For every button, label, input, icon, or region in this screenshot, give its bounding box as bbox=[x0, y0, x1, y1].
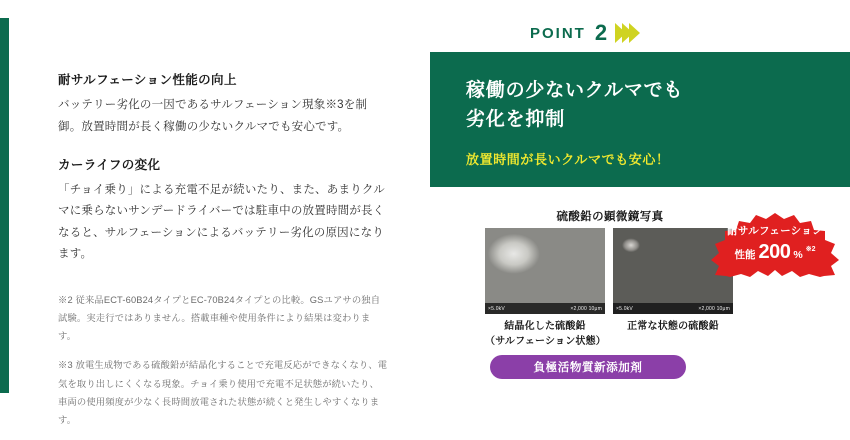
scalebar-left-label: ×5.0kV bbox=[616, 305, 633, 312]
micrograph-caption bbox=[613, 320, 733, 335]
caption-line-2: （サルフェーション状態） bbox=[485, 335, 606, 347]
section-title-2: カーライフの変化 bbox=[58, 157, 161, 172]
performance-burst-badge bbox=[704, 213, 846, 277]
scalebar-right-label: ×2,000 10μm bbox=[698, 305, 730, 312]
additive-badge-label: 負極活物質新添加剤 bbox=[533, 362, 643, 374]
headline-text bbox=[466, 76, 683, 135]
section-spacer bbox=[58, 138, 388, 157]
micrograph-scalebar bbox=[485, 303, 605, 314]
additive-badge bbox=[490, 355, 686, 379]
point-number: 2 bbox=[594, 20, 608, 45]
caption-line-1: 結晶化した硫酸鉛 bbox=[504, 321, 586, 332]
green-accent-bar bbox=[0, 18, 9, 393]
headline-panel bbox=[430, 52, 850, 187]
chevron-right-icon bbox=[629, 23, 640, 43]
footnote-3: ※3 放電生成物である硫酸鉛が結晶化することで充電反応ができなくなり、電気を取り出しにくくなる現象。チョイ乗り使用で充電不足状態が続いたり、車両の使用頻度が少なく長時間放電された状態が続くと発生しやすくなります。 bbox=[58, 360, 388, 425]
section-body-1: バッテリー劣化の一因であるサルフェーション現象※3を制御。放置時間が長く稼働の少ないクルマでも安心です。 bbox=[58, 99, 368, 133]
micrograph-caption bbox=[485, 320, 605, 349]
scalebar-left-label: ×5.0kV bbox=[488, 305, 505, 312]
micrograph-scalebar bbox=[613, 303, 733, 314]
footnotes bbox=[58, 291, 388, 429]
caption-line-1: 正常な状態の硫酸鉛 bbox=[627, 321, 719, 332]
burst-label: 性能 bbox=[734, 248, 756, 261]
chevron-group-icon bbox=[619, 23, 640, 43]
burst-footnote-marker: ※2 bbox=[805, 245, 816, 253]
micrograph-item bbox=[485, 228, 605, 349]
micrograph-photos bbox=[485, 228, 733, 349]
burst-number: 200 bbox=[758, 240, 791, 263]
section-body-2: 「チョイ乗り」による充電不足が続いたり、また、あまりクルマに乗らないサンデードライバーでは駐車中の放置時間が長くなると、サルフェーションによるバッテリー劣化の原因になります。 bbox=[58, 184, 385, 260]
point-heading bbox=[530, 22, 640, 44]
right-column bbox=[430, 0, 850, 412]
burst-unit: % bbox=[793, 248, 803, 261]
headline-line-2: 劣化を抑制 bbox=[466, 109, 566, 131]
burst-line-1: 耐サルフェーション bbox=[727, 225, 823, 238]
footnote-2: ※2 従来品ECT-60B24タイプとEC-70B24タイプとの比較。GSユアサの独自試験。実走行ではありません。搭載車種や使用条件により結果は変わります。 bbox=[58, 295, 381, 342]
scalebar-right-label: ×2,000 10μm bbox=[570, 305, 602, 312]
headline-line-1: 稼働の少ないクルマでも bbox=[466, 80, 684, 101]
headline-subline: 放置時間が長いクルマでも安心！ bbox=[466, 152, 670, 167]
burst-line-2 bbox=[735, 240, 816, 265]
micrograph-title: 硫酸鉛の顕微鏡写真 bbox=[556, 211, 664, 223]
left-column bbox=[0, 0, 425, 425]
micrograph-image-sulfated bbox=[485, 228, 605, 314]
point-label: POINT bbox=[530, 24, 586, 42]
burst-text bbox=[704, 213, 846, 277]
left-text-body bbox=[58, 72, 388, 440]
section-title-1: 耐サルフェーション性能の向上 bbox=[58, 73, 237, 87]
